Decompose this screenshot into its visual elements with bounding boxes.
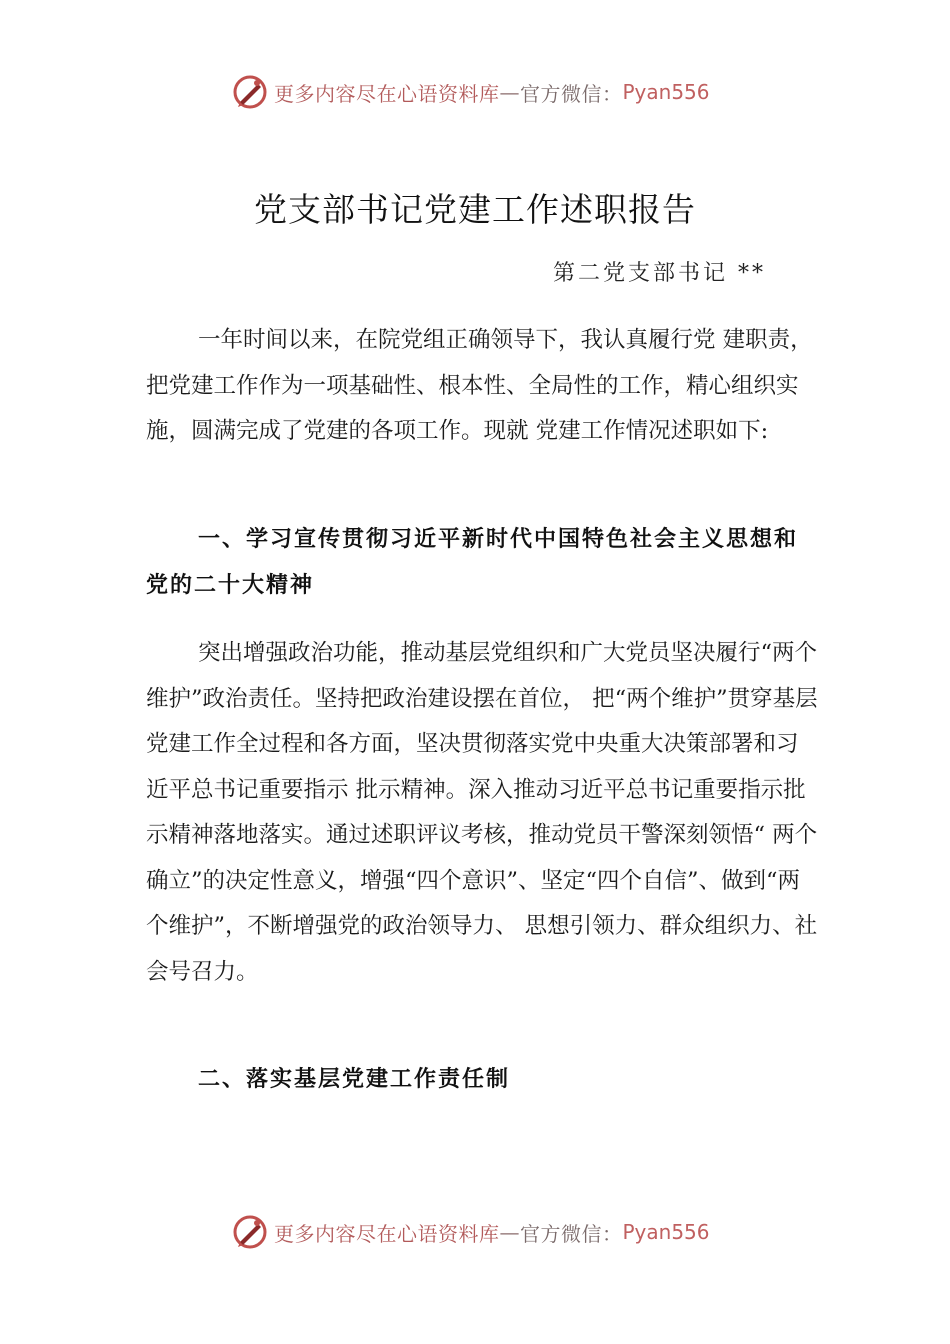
section1-paragraph: 突出增强政治功能，推动基层党组织和广大党员坚决履行“两个维护”政治责任。坚持把政治建设摆在首位， 把“两个维护”贯穿基层党建工作全过程和各方面，坚决贯彻落实党中央重大决策部署和习近平总书记重要指示 批示精神。深入推动习近平总书记重要指示批示精神落地落实。通过述职评议考核，推动党员干警深刻领悟“ 两个确立”的决定性意义，增强“四个意识”、坚定“四个自信”、做到“两个维护”，不断增强党的政治领导力、 思想引领力、群众组织力、社会号召力。	[146, 640, 818, 985]
pen-logo-icon	[232, 1214, 268, 1250]
section2-heading: 二、落实基层党建工作责任制	[198, 1066, 511, 1092]
footer-banner-wechat-label: 官方微信：	[520, 1221, 623, 1246]
footer-banner-separator: —	[499, 1220, 520, 1244]
header-banner	[232, 72, 832, 112]
header-banner-wechat-id: Pyan556	[622, 80, 710, 104]
header-banner-wechat-label: 官方微信：	[520, 81, 623, 106]
pen-logo-icon	[232, 74, 268, 110]
footer-banner-site: 更多内容尽在心语资料库	[274, 1221, 500, 1246]
header-banner-separator: —	[499, 80, 520, 104]
footer-banner-wechat-id: Pyan556	[622, 1220, 710, 1244]
document-author: 第二党支部书记 **	[553, 261, 766, 286]
document-title: 党支部书记党建工作述职报告	[254, 190, 696, 229]
footer-banner	[232, 1212, 832, 1252]
intro-paragraph: 一年时间以来，在院党组正确领导下，我认真履行党 建职责，把党建工作作为一项基础性、根本性、全局性的工作，精心组织实施，圆满完成了党建的各项工作。现就 党建工作情况述职如下:	[146, 327, 813, 444]
header-banner-site: 更多内容尽在心语资料库	[274, 81, 500, 106]
section1-heading: 一、学习宣传贯彻习近平新时代中国特色社会主义思想和党的二十大精神	[146, 526, 799, 598]
